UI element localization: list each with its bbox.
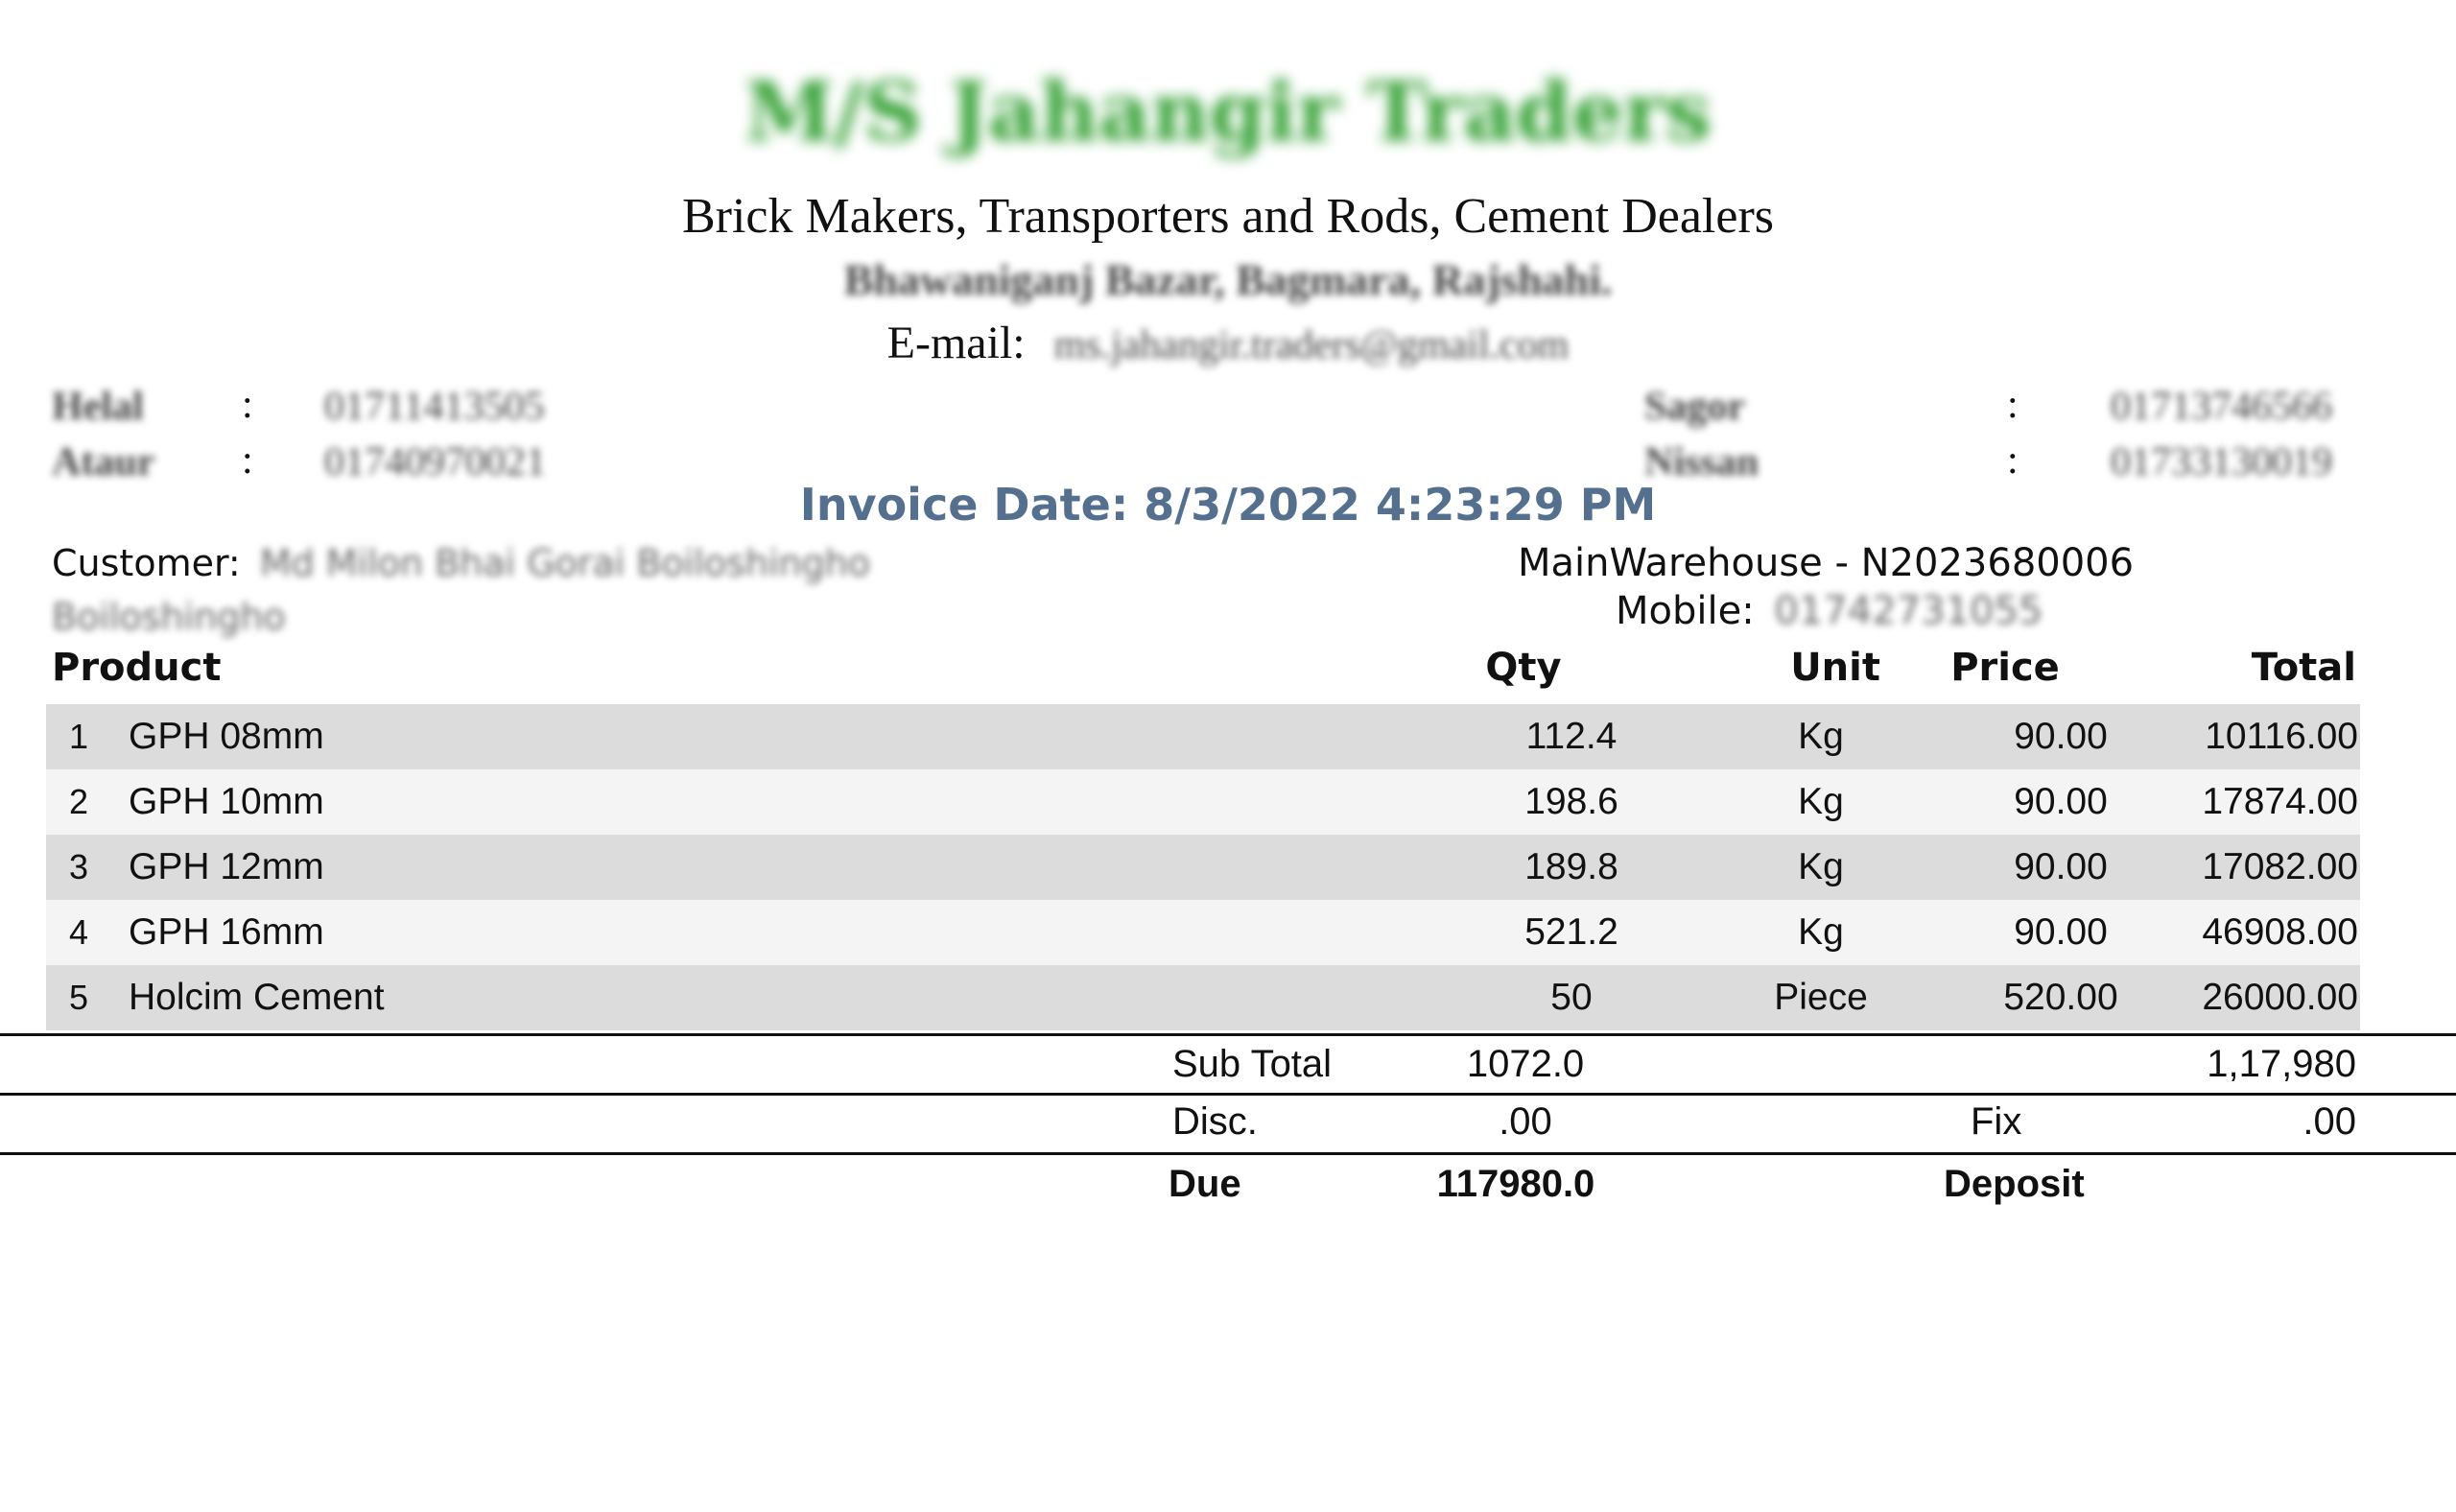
row-price: 520.00 [2003,977,2118,1018]
row-total: 46908.00 [2202,911,2358,953]
row-qty: 521.2 [1524,911,1618,953]
fix-value: .00 [2302,1100,2356,1143]
table-row [46,704,2360,769]
row-product: GPH 10mm [129,781,324,822]
row-number: 3 [68,847,89,886]
divider-line [0,1152,2456,1155]
divider-line [0,1033,2456,1036]
row-number: 1 [68,717,89,756]
email-line [0,317,2456,372]
warehouse-info: MainWarehouse - N2023680006 [1518,541,2135,585]
row-unit: Kg [1798,911,1844,953]
row-total: 10116.00 [2205,716,2358,757]
invoice-date: Invoice Date: 8/3/2022 4:23:29 PM [799,479,1657,531]
row-total: 26000.00 [2202,977,2358,1018]
col-header-unit: Unit [1790,646,1880,690]
row-total: 17082.00 [2202,846,2358,887]
contact-left-1-phone: 01711413505 [324,385,545,429]
subtotal-label: Sub Total [1172,1043,1333,1085]
row-unit: Piece [1774,977,1868,1018]
row-product: GPH 12mm [129,846,324,887]
table-row [46,835,2360,900]
row-qty: 50 [1550,977,1593,1018]
col-header-product: Product [52,646,222,690]
row-unit: Kg [1798,846,1844,887]
customer-label: Customer: [52,542,241,584]
customer-name-line2: Boiloshingho [52,596,286,638]
subtotal-amount: 1,17,980 [2207,1043,2356,1085]
table-row [46,769,2360,835]
discount-value: .00 [1499,1100,1552,1143]
row-product: Holcim Cement [129,977,385,1018]
col-header-qty: Qty [1485,646,1562,690]
row-price: 90.00 [2014,911,2108,953]
contact-right-2-name: Nissan [1644,440,1759,484]
email-label: E-mail: [886,318,1026,368]
contact-right-1-sep: : [2007,383,2019,427]
due-value: 117980.0 [1436,1163,1595,1205]
mobile-line [1616,587,2043,635]
row-price: 90.00 [2014,846,2108,887]
subtotal-qty: 1072.0 [1466,1043,1585,1085]
row-unit: Kg [1798,781,1844,822]
contact-left-1-sep: : [242,383,253,427]
discount-label: Disc. [1172,1100,1258,1143]
row-price: 90.00 [2014,716,2108,757]
company-tagline: Brick Makers, Transporters and Rods, Cement Dealers [681,189,1775,244]
row-number: 5 [68,978,89,1017]
row-total: 17874.00 [2202,781,2358,822]
contact-left-2-sep: : [242,438,253,483]
row-product: GPH 16mm [129,911,324,953]
mobile-label: Mobile: [1616,589,1755,633]
row-number: 2 [68,782,89,821]
due-label: Due [1169,1163,1241,1205]
customer-name: Md Milon Bhai Gorai Boiloshingho [259,542,871,584]
company-name: M/S Jahangir Traders [744,64,1712,159]
contact-left-2-name: Ataur [52,440,155,484]
contact-left-2-phone: 01740970021 [324,440,546,484]
contact-left-1-name: Helal [52,385,144,429]
row-product: GPH 08mm [129,716,324,757]
email-value: ms.jahangir.traders@gmail.com [1053,323,1570,367]
row-price: 90.00 [2014,781,2108,822]
contact-right-2-phone: 01733130019 [2111,440,2332,484]
table-row [46,900,2360,965]
row-unit: Kg [1798,716,1844,757]
row-number: 4 [68,912,89,952]
fix-label: Fix [1971,1100,2022,1143]
col-header-price: Price [1950,646,2060,690]
table-row [46,965,2360,1030]
contact-right-1-name: Sagor [1644,385,1745,429]
col-header-total: Total [2251,646,2356,690]
row-qty: 198.6 [1524,781,1618,822]
row-qty: 112.4 [1525,716,1618,757]
customer-line [52,539,870,587]
contact-right-1-phone: 01713746566 [2111,385,2332,429]
mobile-value: 01742731055 [1774,589,2043,633]
company-address: Bhawaniganj Bazar, Bagmara, Rajshahi. [843,255,1613,304]
deposit-label: Deposit [1944,1163,2085,1205]
contact-right-2-sep: : [2007,438,2019,483]
row-qty: 189.8 [1524,846,1618,887]
